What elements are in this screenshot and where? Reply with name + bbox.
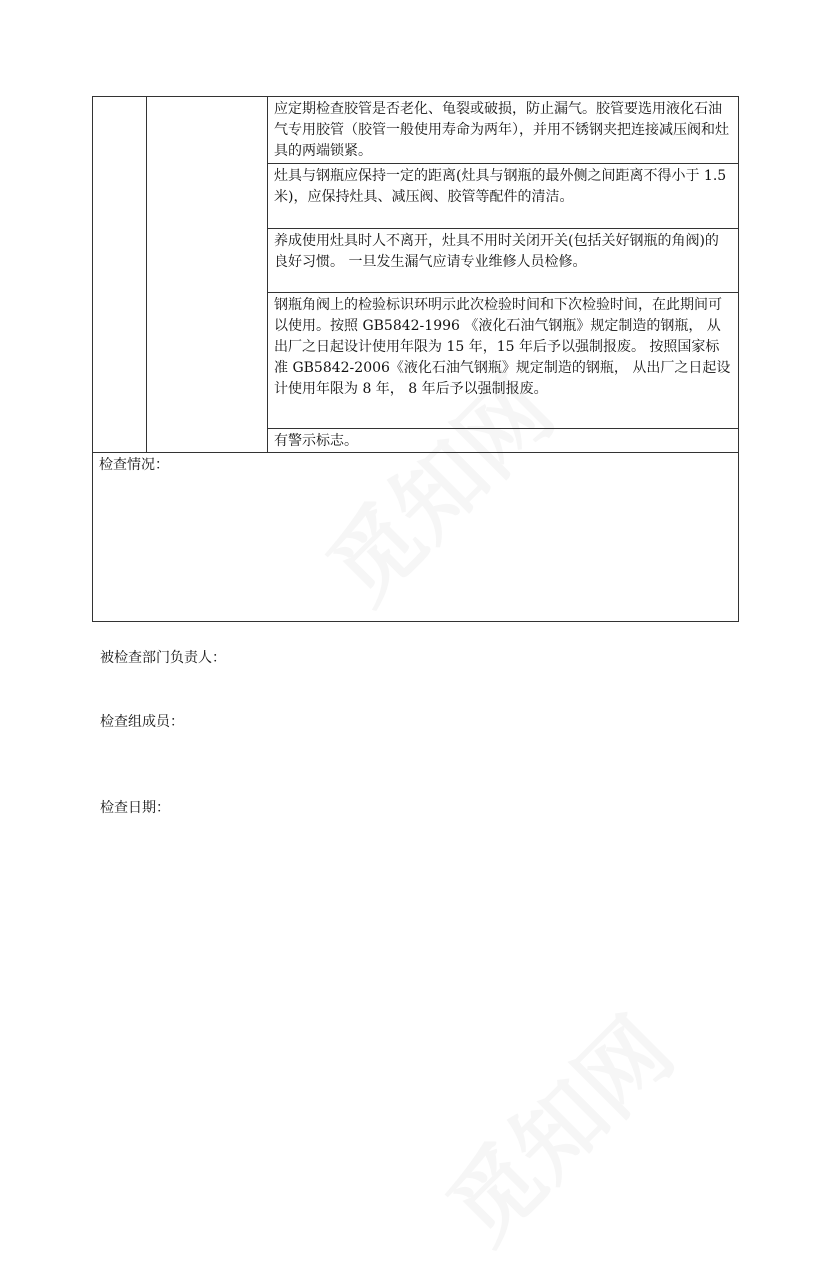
- category-cell: [93, 97, 147, 453]
- requirement-cell: 应定期检查胶管是否老化、龟裂或破损，防止漏气。胶管要选用液化石油气专用胶管（胶管一般使用寿命为两年），并用不锈钢夹把连接减压阀和灶具的两端锁紧。: [268, 97, 739, 164]
- requirement-cell: 养成使用灶具时人不离开，灶具不用时关闭开关(包括关好钢瓶的角阀)的良好习惯。 一旦发生漏气应请专业维修人员检修。: [268, 229, 739, 293]
- check-status-label: 检查情况：: [99, 457, 169, 473]
- requirement-cell: 钢瓶角阀上的检验标识环明示此次检验时间和下次检验时间，在此期间可以使用。按照 GB5842-1996 《液化石油气钢瓶》规定制造的钢瓶， 从出厂之日起设计使用年限为 15 年，15 年后予以强制报废。 按照国家标准 GB5842-2006《液化石油气钢瓶》规定制造的钢瓶， 从出厂之日起设计使用年限为 8 年， 8 年后予以强制报废。: [268, 293, 739, 429]
- team-members-label: 检查组成员：: [100, 714, 184, 730]
- item-cell: [147, 97, 268, 453]
- watermark: [414, 984, 697, 1266]
- inspection-table: [92, 96, 739, 622]
- check-status-cell[interactable]: [93, 453, 739, 622]
- requirement-cell: 有警示标志。: [268, 429, 739, 453]
- inspection-date-label: 检查日期：: [100, 800, 170, 816]
- requirement-cell: 灶具与钢瓶应保持一定的距离(灶具与钢瓶的最外侧之间距离不得小于 1.5 米)，应保持灶具、减压阀、胶管等配件的清洁。: [268, 164, 739, 229]
- dept-head-label: 被检查部门负责人：: [100, 650, 226, 666]
